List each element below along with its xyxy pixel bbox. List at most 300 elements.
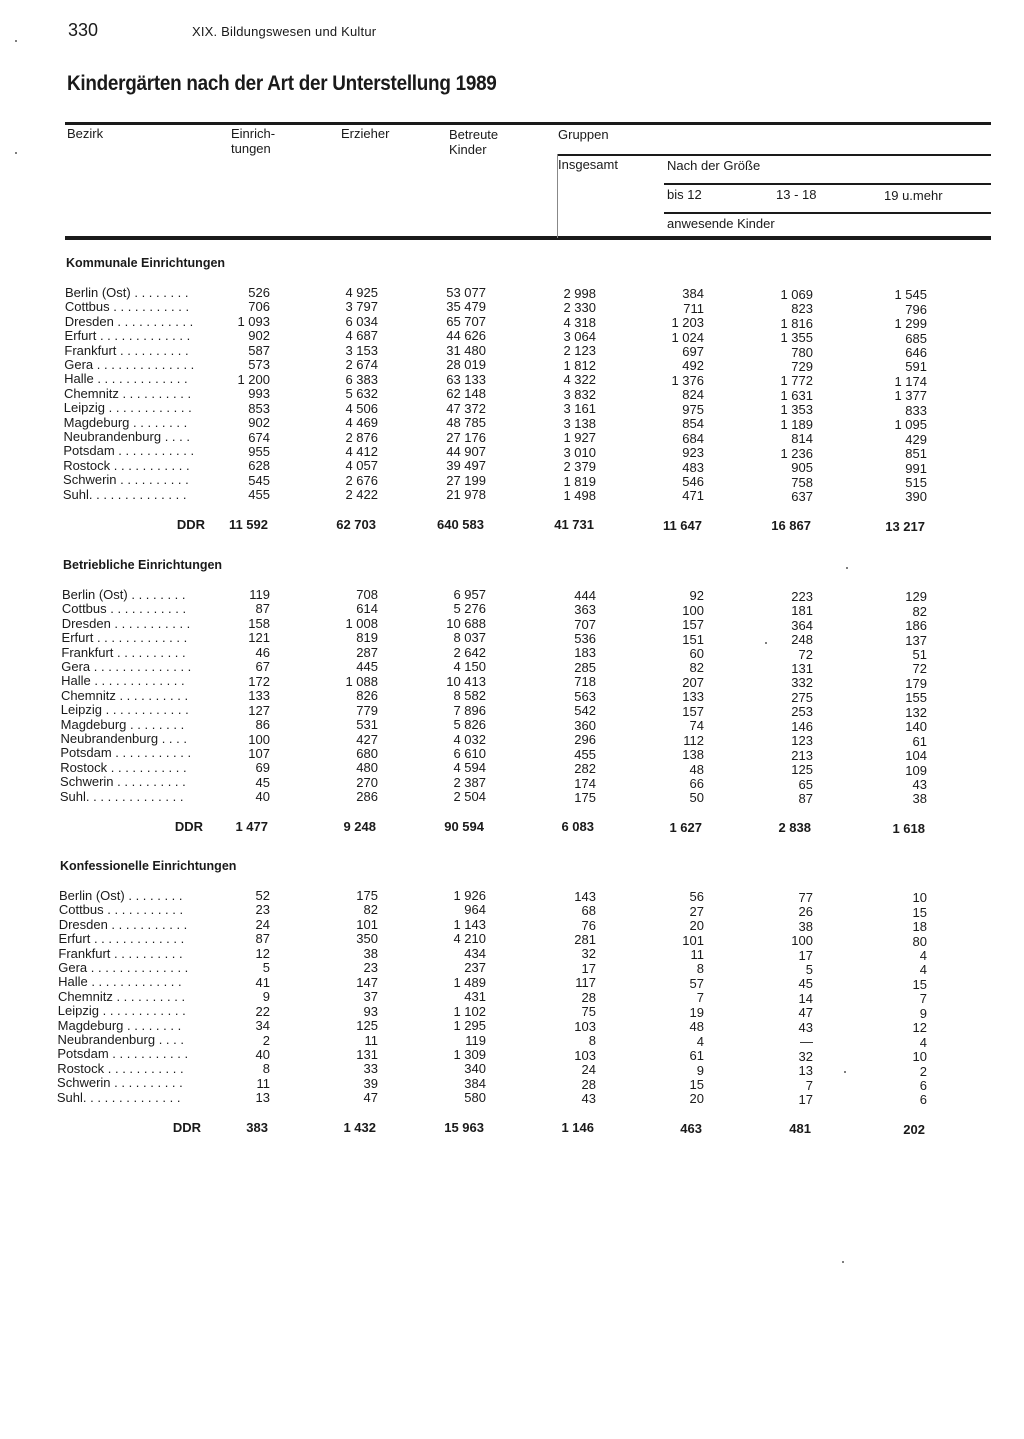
total-erzieher: 9 248 [343, 818, 376, 834]
cell-einrichtungen: 545 [248, 472, 270, 488]
bezirk-name: Halle . . . . . . . . . . . . . [58, 975, 182, 990]
total-label: DDR [174, 818, 203, 834]
cell-gruppen-19-mehr: 4 [919, 962, 927, 978]
header-anwesende-kinder: anwesende Kinder [667, 216, 775, 231]
cell-einrichtungen: 955 [248, 443, 270, 459]
total-gruppen-19-mehr: 1 618 [892, 820, 925, 836]
cell-gruppen-insgesamt: 296 [574, 732, 596, 748]
table-row [0, 673, 1024, 691]
cell-einrichtungen: 587 [248, 342, 270, 358]
scan-speck [15, 152, 17, 154]
cell-gruppen-insgesamt: 1 498 [563, 487, 596, 503]
cell-einrichtungen: 993 [248, 386, 270, 402]
table-row [0, 313, 1024, 332]
cell-gruppen-19-mehr: 851 [905, 446, 927, 462]
bezirk-name: Magdeburg . . . . . . . . [63, 415, 188, 430]
cell-gruppen-bis-12: 57 [689, 975, 704, 991]
bezirk-name: Dresden . . . . . . . . . . . [58, 917, 188, 932]
cell-gruppen-13-18: 5 [805, 962, 813, 978]
cell-gruppen-bis-12: 48 [689, 761, 704, 777]
cell-gruppen-insgesamt: 536 [574, 631, 596, 647]
cell-einrichtungen: 9 [262, 989, 270, 1005]
cell-gruppen-19-mehr: 72 [912, 661, 927, 677]
total-gruppen-insgesamt: 1 146 [561, 1120, 594, 1136]
bezirk-name: Rostock . . . . . . . . . . . [63, 458, 190, 473]
cell-gruppen-bis-12: 8 [696, 961, 704, 977]
cell-erzieher: 2 674 [345, 357, 378, 373]
cell-gruppen-13-18: 1 772 [780, 373, 813, 389]
cell-gruppen-13-18: 45 [798, 976, 813, 992]
cell-gruppen-insgesamt: 3 064 [563, 329, 596, 345]
cell-gruppen-13-18: 72 [798, 646, 813, 662]
bezirk-name: Leipzig . . . . . . . . . . . . [57, 1004, 186, 1019]
table-row [0, 989, 1024, 1007]
cell-gruppen-19-mehr: 38 [912, 791, 927, 807]
bezirk-name: Rostock . . . . . . . . . . . [60, 760, 187, 775]
cell-gruppen-13-18: 181 [791, 603, 813, 619]
table-row [0, 774, 1024, 793]
cell-gruppen-bis-12: 61 [689, 1048, 704, 1064]
bezirk-name: Potsdam . . . . . . . . . . . [63, 444, 195, 459]
cell-gruppen-insgesamt: 1 812 [563, 357, 596, 373]
table-row [0, 717, 1024, 735]
cell-gruppen-insgesamt: 43 [581, 1090, 596, 1106]
cell-gruppen-19-mehr: 43 [912, 777, 927, 793]
cell-gruppen-insgesamt: 32 [581, 946, 596, 962]
bezirk-name: Berlin (Ost) . . . . . . . . [65, 286, 189, 300]
cell-einrichtungen: 24 [255, 916, 270, 932]
cell-einrichtungen: 853 [248, 400, 270, 416]
cell-einrichtungen: 86 [255, 717, 270, 733]
total-einrichtungen: 383 [246, 1119, 268, 1135]
cell-betreute-kinder: 384 [464, 1075, 486, 1091]
cell-erzieher: 480 [356, 760, 378, 776]
header-rule-groesse [664, 183, 991, 185]
cell-gruppen-insgesamt: 28 [581, 989, 596, 1005]
cell-einrichtungen: 628 [248, 458, 270, 474]
cell-erzieher: 4 057 [345, 458, 378, 474]
cell-erzieher: 23 [363, 960, 378, 976]
cell-betreute-kinder: 431 [464, 989, 486, 1005]
table-row [0, 630, 1024, 648]
cell-gruppen-bis-12: 15 [689, 1077, 704, 1093]
table-row [0, 960, 1024, 978]
cell-erzieher: 819 [356, 630, 378, 646]
table-row [0, 974, 1024, 992]
bezirk-name: Frankfurt . . . . . . . . . . [61, 645, 186, 660]
cell-erzieher: 708 [356, 587, 378, 602]
cell-gruppen-bis-12: 50 [689, 790, 704, 806]
cell-gruppen-19-mehr: 1 174 [894, 373, 927, 389]
table-row [0, 931, 1024, 949]
cell-betreute-kinder: 27 199 [446, 472, 486, 488]
cell-erzieher: 39 [363, 1075, 378, 1091]
cell-gruppen-13-18: 43 [798, 1019, 813, 1035]
header-nach-groesse: Nach der Größe [667, 158, 761, 173]
scan-speck [842, 1261, 844, 1263]
cell-gruppen-insgesamt: 455 [574, 746, 596, 762]
cell-betreute-kinder: 1 102 [453, 1003, 486, 1019]
bezirk-name: Erfurt . . . . . . . . . . . . . [58, 932, 185, 947]
cell-einrichtungen: 119 [249, 587, 270, 602]
cell-betreute-kinder: 2 504 [453, 789, 486, 805]
cell-betreute-kinder: 44 626 [446, 328, 486, 344]
total-gruppen-13-18: 16 867 [771, 518, 811, 534]
table-row [0, 415, 1024, 433]
bezirk-name: Dresden . . . . . . . . . . . [64, 314, 194, 329]
cell-erzieher: 826 [356, 688, 378, 704]
cell-erzieher: 6 383 [345, 371, 378, 387]
cell-gruppen-19-mehr: 10 [912, 890, 927, 906]
cell-gruppen-19-mehr: 591 [905, 359, 927, 375]
table-row [0, 371, 1024, 389]
cell-gruppen-13-18: 87 [798, 791, 813, 807]
cell-gruppen-13-18: 1 236 [780, 445, 813, 461]
page-number: 330 [68, 20, 99, 40]
cell-einrichtungen: 127 [248, 702, 270, 718]
cell-erzieher: 4 506 [345, 400, 378, 416]
cell-gruppen-insgesamt: 563 [574, 688, 596, 704]
cell-gruppen-19-mehr: 9 [919, 1005, 927, 1021]
cell-gruppen-bis-12: 1 203 [671, 315, 704, 331]
bezirk-name: Erfurt . . . . . . . . . . . . . [64, 329, 191, 344]
total-gruppen-bis-12: 1 627 [669, 819, 702, 835]
cell-gruppen-insgesamt: 17 [581, 960, 596, 976]
table-row [0, 760, 1024, 778]
table-row [0, 285, 1024, 303]
cell-gruppen-19-mehr: 390 [905, 489, 927, 505]
cell-gruppen-insgesamt: 2 123 [563, 343, 596, 359]
cell-gruppen-insgesamt: 174 [574, 775, 596, 791]
cell-betreute-kinder: 48 785 [446, 415, 486, 431]
cell-gruppen-19-mehr: 10 [912, 1049, 927, 1065]
cell-gruppen-insgesamt: 281 [574, 932, 596, 948]
cell-einrichtungen: 158 [248, 615, 270, 631]
table-row [0, 789, 1024, 807]
cell-gruppen-19-mehr: 833 [905, 402, 927, 418]
cell-einrichtungen: 526 [248, 285, 270, 300]
cell-betreute-kinder: 1 926 [453, 888, 486, 903]
cell-betreute-kinder: 4 594 [453, 760, 486, 776]
cell-gruppen-19-mehr: 1 095 [894, 417, 927, 433]
cell-betreute-kinder: 340 [464, 1061, 486, 1077]
cell-einrichtungen: 172 [248, 673, 270, 689]
bezirk-name: Potsdam . . . . . . . . . . . [60, 746, 192, 761]
cell-erzieher: 147 [356, 974, 378, 990]
cell-gruppen-bis-12: 4 [696, 1033, 704, 1049]
cell-gruppen-13-18: 77 [798, 889, 813, 905]
cell-erzieher: 3 797 [345, 299, 378, 315]
table-row [0, 1003, 1024, 1021]
cell-gruppen-bis-12: 133 [682, 689, 704, 705]
scan-speck [846, 567, 848, 569]
cell-einrichtungen: 40 [255, 1046, 270, 1062]
cell-gruppen-bis-12: 975 [682, 401, 704, 417]
cell-betreute-kinder: 8 582 [453, 688, 486, 704]
cell-gruppen-13-18: 146 [791, 718, 813, 734]
total-gruppen-insgesamt: 41 731 [554, 517, 594, 533]
header-19-mehr: 19 u.mehr [884, 188, 943, 203]
cell-gruppen-bis-12: 92 [689, 588, 704, 604]
cell-erzieher: 614 [356, 601, 378, 617]
total-row [0, 820, 1024, 834]
header-bottom-rule [65, 236, 991, 240]
cell-gruppen-13-18: 17 [798, 947, 813, 963]
bezirk-name: Cottbus . . . . . . . . . . . [64, 300, 190, 315]
running-head: XIX. Bildungswesen und Kultur [192, 24, 377, 39]
cell-gruppen-bis-12: 483 [682, 459, 704, 475]
cell-erzieher: 93 [363, 1003, 378, 1019]
cell-gruppen-bis-12: 923 [682, 445, 704, 461]
cell-gruppen-insgesamt: 2 379 [563, 459, 596, 475]
cell-erzieher: 47 [363, 1090, 378, 1106]
cell-einrichtungen: 11 [256, 1075, 270, 1091]
table-row [0, 688, 1024, 706]
cell-erzieher: 4 687 [345, 328, 378, 344]
total-betreute-kinder: 640 583 [437, 516, 484, 532]
cell-gruppen-bis-12: 157 [682, 617, 704, 633]
cell-gruppen-19-mehr: 132 [905, 704, 927, 720]
table-row [0, 947, 1024, 961]
cell-gruppen-insgesamt: 103 [574, 1018, 596, 1034]
table-row [0, 299, 1024, 317]
cell-einrichtungen: 87 [255, 931, 270, 947]
scan-speck [15, 40, 17, 42]
bezirk-name: Schwerin . . . . . . . . . . [60, 775, 186, 790]
cell-gruppen-insgesamt: 3 010 [563, 444, 596, 460]
cell-einrichtungen: 23 [255, 902, 270, 918]
cell-betreute-kinder: 1 295 [453, 1018, 486, 1034]
cell-einrichtungen: 573 [248, 357, 270, 373]
cell-gruppen-insgesamt: 183 [574, 645, 596, 661]
cell-einrichtungen: 34 [255, 1018, 270, 1034]
cell-einrichtungen: 1 093 [237, 313, 270, 329]
cell-erzieher: 4 412 [345, 443, 378, 459]
cell-einrichtungen: 2 [262, 1032, 270, 1048]
cell-erzieher: 286 [356, 789, 378, 805]
table-row [0, 1046, 1024, 1065]
cell-einrichtungen: 52 [255, 888, 270, 903]
cell-betreute-kinder: 4 210 [453, 931, 486, 947]
cell-gruppen-insgesamt: 2 330 [563, 300, 596, 316]
cell-betreute-kinder: 5 826 [453, 717, 486, 733]
bezirk-name: Erfurt . . . . . . . . . . . . . [61, 631, 188, 646]
table-row [0, 902, 1024, 920]
cell-gruppen-bis-12: 384 [682, 286, 704, 302]
cell-erzieher: 2 422 [345, 487, 378, 503]
bezirk-name: Chemnitz . . . . . . . . . . [63, 386, 192, 401]
cell-gruppen-insgesamt: 2 998 [563, 285, 596, 301]
bezirk-name: Cottbus . . . . . . . . . . . [61, 602, 187, 617]
cell-betreute-kinder: 39 497 [446, 458, 486, 474]
table-row [0, 601, 1024, 619]
bezirk-name: Frankfurt . . . . . . . . . . [64, 343, 189, 358]
cell-erzieher: 37 [363, 989, 378, 1005]
cell-erzieher: 445 [356, 659, 378, 675]
cell-einrichtungen: 1 200 [237, 371, 270, 387]
cell-gruppen-bis-12: 48 [689, 1019, 704, 1035]
cell-gruppen-13-18: 1 069 [780, 286, 813, 302]
cell-betreute-kinder: 964 [464, 902, 486, 918]
cell-gruppen-19-mehr: 15 [912, 904, 927, 920]
cell-gruppen-13-18: 100 [791, 933, 813, 949]
table-row [0, 1090, 1024, 1108]
table-row [0, 1075, 1024, 1094]
cell-gruppen-bis-12: 471 [682, 488, 704, 504]
table-row [0, 702, 1024, 720]
cell-gruppen-bis-12: 112 [683, 732, 704, 748]
header-bezirk: Bezirk [67, 126, 104, 141]
total-row [0, 1121, 1024, 1135]
cell-gruppen-bis-12: 546 [682, 474, 704, 490]
cell-betreute-kinder: 6 957 [453, 587, 486, 602]
bezirk-name: Cottbus . . . . . . . . . . . [58, 903, 184, 918]
header-erzieher: Erzieher [341, 126, 390, 141]
cell-gruppen-insgesamt: 28 [581, 1076, 596, 1092]
bezirk-name: Gera . . . . . . . . . . . . . . [61, 660, 192, 674]
bezirk-name: Potsdam . . . . . . . . . . . [57, 1047, 189, 1062]
cell-betreute-kinder: 21 978 [446, 487, 486, 503]
cell-gruppen-insgesamt: 3 832 [563, 386, 596, 402]
cell-gruppen-bis-12: 157 [682, 703, 704, 719]
cell-betreute-kinder: 28 019 [446, 357, 486, 373]
cell-gruppen-insgesamt: 4 318 [563, 314, 596, 330]
cell-einrichtungen: 100 [248, 731, 270, 747]
header-rule-gruppen [557, 154, 991, 156]
cell-gruppen-13-18: 729 [791, 359, 813, 375]
cell-gruppen-bis-12: 60 [689, 645, 704, 661]
bezirk-name: Suhl. . . . . . . . . . . . . . [62, 487, 187, 502]
cell-betreute-kinder: 2 642 [453, 644, 486, 660]
cell-gruppen-19-mehr: 15 [912, 976, 927, 992]
cell-einrichtungen: 69 [255, 760, 270, 776]
cell-erzieher: 2 676 [345, 472, 378, 488]
cell-gruppen-bis-12: 151 [682, 631, 704, 647]
bezirk-name: Neubrandenburg . . . . [60, 732, 187, 746]
cell-gruppen-insgesamt: 360 [574, 717, 596, 733]
cell-gruppen-bis-12: 20 [689, 918, 704, 934]
cell-gruppen-19-mehr: 7 [919, 991, 927, 1007]
table-row [0, 443, 1024, 462]
bezirk-name: Gera . . . . . . . . . . . . . . [58, 961, 189, 975]
cell-gruppen-insgesamt: 1 819 [563, 473, 596, 489]
cell-gruppen-13-18: 125 [791, 762, 813, 778]
bezirk-name: Leipzig . . . . . . . . . . . . [63, 401, 192, 416]
cell-gruppen-13-18: 275 [791, 689, 813, 705]
cell-gruppen-13-18: 332 [791, 675, 813, 691]
cell-gruppen-bis-12: 56 [689, 889, 704, 905]
cell-gruppen-bis-12: 100 [682, 602, 704, 618]
cell-erzieher: 1 008 [345, 615, 378, 631]
cell-gruppen-19-mehr: 991 [905, 460, 927, 476]
cell-gruppen-19-mehr: 1 545 [894, 287, 927, 303]
cell-gruppen-13-18: 1 353 [780, 402, 813, 418]
total-erzieher: 62 703 [336, 516, 376, 532]
bezirk-name: Frankfurt . . . . . . . . . . [58, 946, 183, 961]
total-betreute-kinder: 15 963 [444, 1119, 484, 1135]
table-row [0, 344, 1024, 358]
bezirk-name: Suhl. . . . . . . . . . . . . . [56, 1090, 181, 1105]
table-row [0, 400, 1024, 418]
cell-gruppen-insgesamt: 1 927 [563, 430, 596, 446]
cell-gruppen-bis-12: 854 [682, 416, 704, 432]
bezirk-name: Berlin (Ost) . . . . . . . . [59, 889, 183, 903]
cell-gruppen-13-18: 823 [791, 301, 813, 317]
cell-betreute-kinder: 10 688 [446, 615, 486, 631]
cell-gruppen-19-mehr: 646 [905, 344, 927, 360]
table-row [0, 1061, 1024, 1079]
cell-gruppen-13-18: 65 [798, 776, 813, 792]
cell-einrichtungen: 87 [255, 601, 270, 617]
bezirk-name: Suhl. . . . . . . . . . . . . . [59, 789, 184, 804]
bezirk-name: Neubrandenburg . . . . [57, 1033, 184, 1047]
cell-erzieher: 350 [356, 931, 378, 947]
cell-gruppen-insgesamt: 103 [574, 1047, 596, 1063]
header-bis-12: bis 12 [667, 187, 702, 202]
cell-betreute-kinder: 44 907 [446, 443, 486, 459]
cell-betreute-kinder: 1 489 [453, 974, 486, 990]
cell-gruppen-13-18: 364 [791, 617, 813, 633]
bezirk-name: Schwerin . . . . . . . . . . [57, 1076, 183, 1091]
cell-einrichtungen: 133 [248, 688, 270, 704]
cell-gruppen-insgesamt: 68 [581, 903, 596, 919]
cell-gruppen-13-18: 223 [791, 588, 813, 604]
cell-erzieher: 2 876 [345, 429, 378, 445]
cell-erzieher: 38 [363, 945, 378, 961]
cell-gruppen-19-mehr: 429 [905, 431, 927, 447]
cell-einrichtungen: 107 [248, 745, 270, 761]
cell-einrichtungen: 40 [255, 789, 270, 805]
cell-gruppen-bis-12: 82 [689, 660, 704, 676]
total-gruppen-bis-12: 11 647 [662, 517, 702, 533]
cell-gruppen-insgesamt: 707 [574, 616, 596, 632]
cell-gruppen-13-18: 123 [791, 733, 813, 749]
cell-gruppen-bis-12: 824 [682, 387, 704, 403]
header-einrichtungen-1: Einrich- [231, 126, 276, 141]
cell-gruppen-bis-12: 27 [689, 903, 704, 919]
scan-speck [844, 1071, 846, 1073]
cell-einrichtungen: 5 [262, 960, 270, 976]
cell-betreute-kinder: 4 150 [453, 659, 486, 675]
cell-gruppen-13-18: 38 [798, 918, 813, 934]
cell-gruppen-insgesamt: 718 [574, 674, 596, 690]
cell-gruppen-bis-12: 138 [682, 747, 704, 763]
cell-einrichtungen: 902 [248, 328, 270, 344]
cell-betreute-kinder: 63 133 [446, 371, 486, 387]
cell-gruppen-13-18: 32 [798, 1048, 813, 1064]
cell-einrichtungen: 8 [262, 1061, 270, 1077]
cell-erzieher: 11 [364, 1032, 378, 1048]
cell-gruppen-bis-12: 101 [682, 932, 704, 948]
cell-gruppen-insgesamt: 76 [581, 917, 596, 933]
header-betreute-1: Betreute [449, 127, 499, 142]
cell-gruppen-19-mehr: 129 [905, 589, 927, 605]
cell-gruppen-bis-12: 19 [689, 1004, 704, 1020]
bezirk-name: Chemnitz . . . . . . . . . . [60, 688, 189, 703]
cell-betreute-kinder: 65 707 [446, 313, 486, 329]
bezirk-name: Leipzig . . . . . . . . . . . . [60, 703, 189, 718]
cell-einrichtungen: 706 [248, 299, 270, 315]
cell-gruppen-19-mehr: 685 [905, 330, 927, 346]
cell-gruppen-19-mehr: 61 [912, 733, 927, 749]
cell-gruppen-insgesamt: 117 [575, 975, 596, 991]
cell-gruppen-insgesamt: 3 161 [563, 401, 596, 417]
total-gruppen-13-18: 2 838 [778, 820, 811, 836]
cell-gruppen-bis-12: 492 [682, 358, 704, 374]
cell-betreute-kinder: 1 143 [453, 916, 486, 932]
cell-gruppen-13-18: 14 [798, 990, 813, 1006]
cell-betreute-kinder: 31 480 [446, 342, 486, 358]
